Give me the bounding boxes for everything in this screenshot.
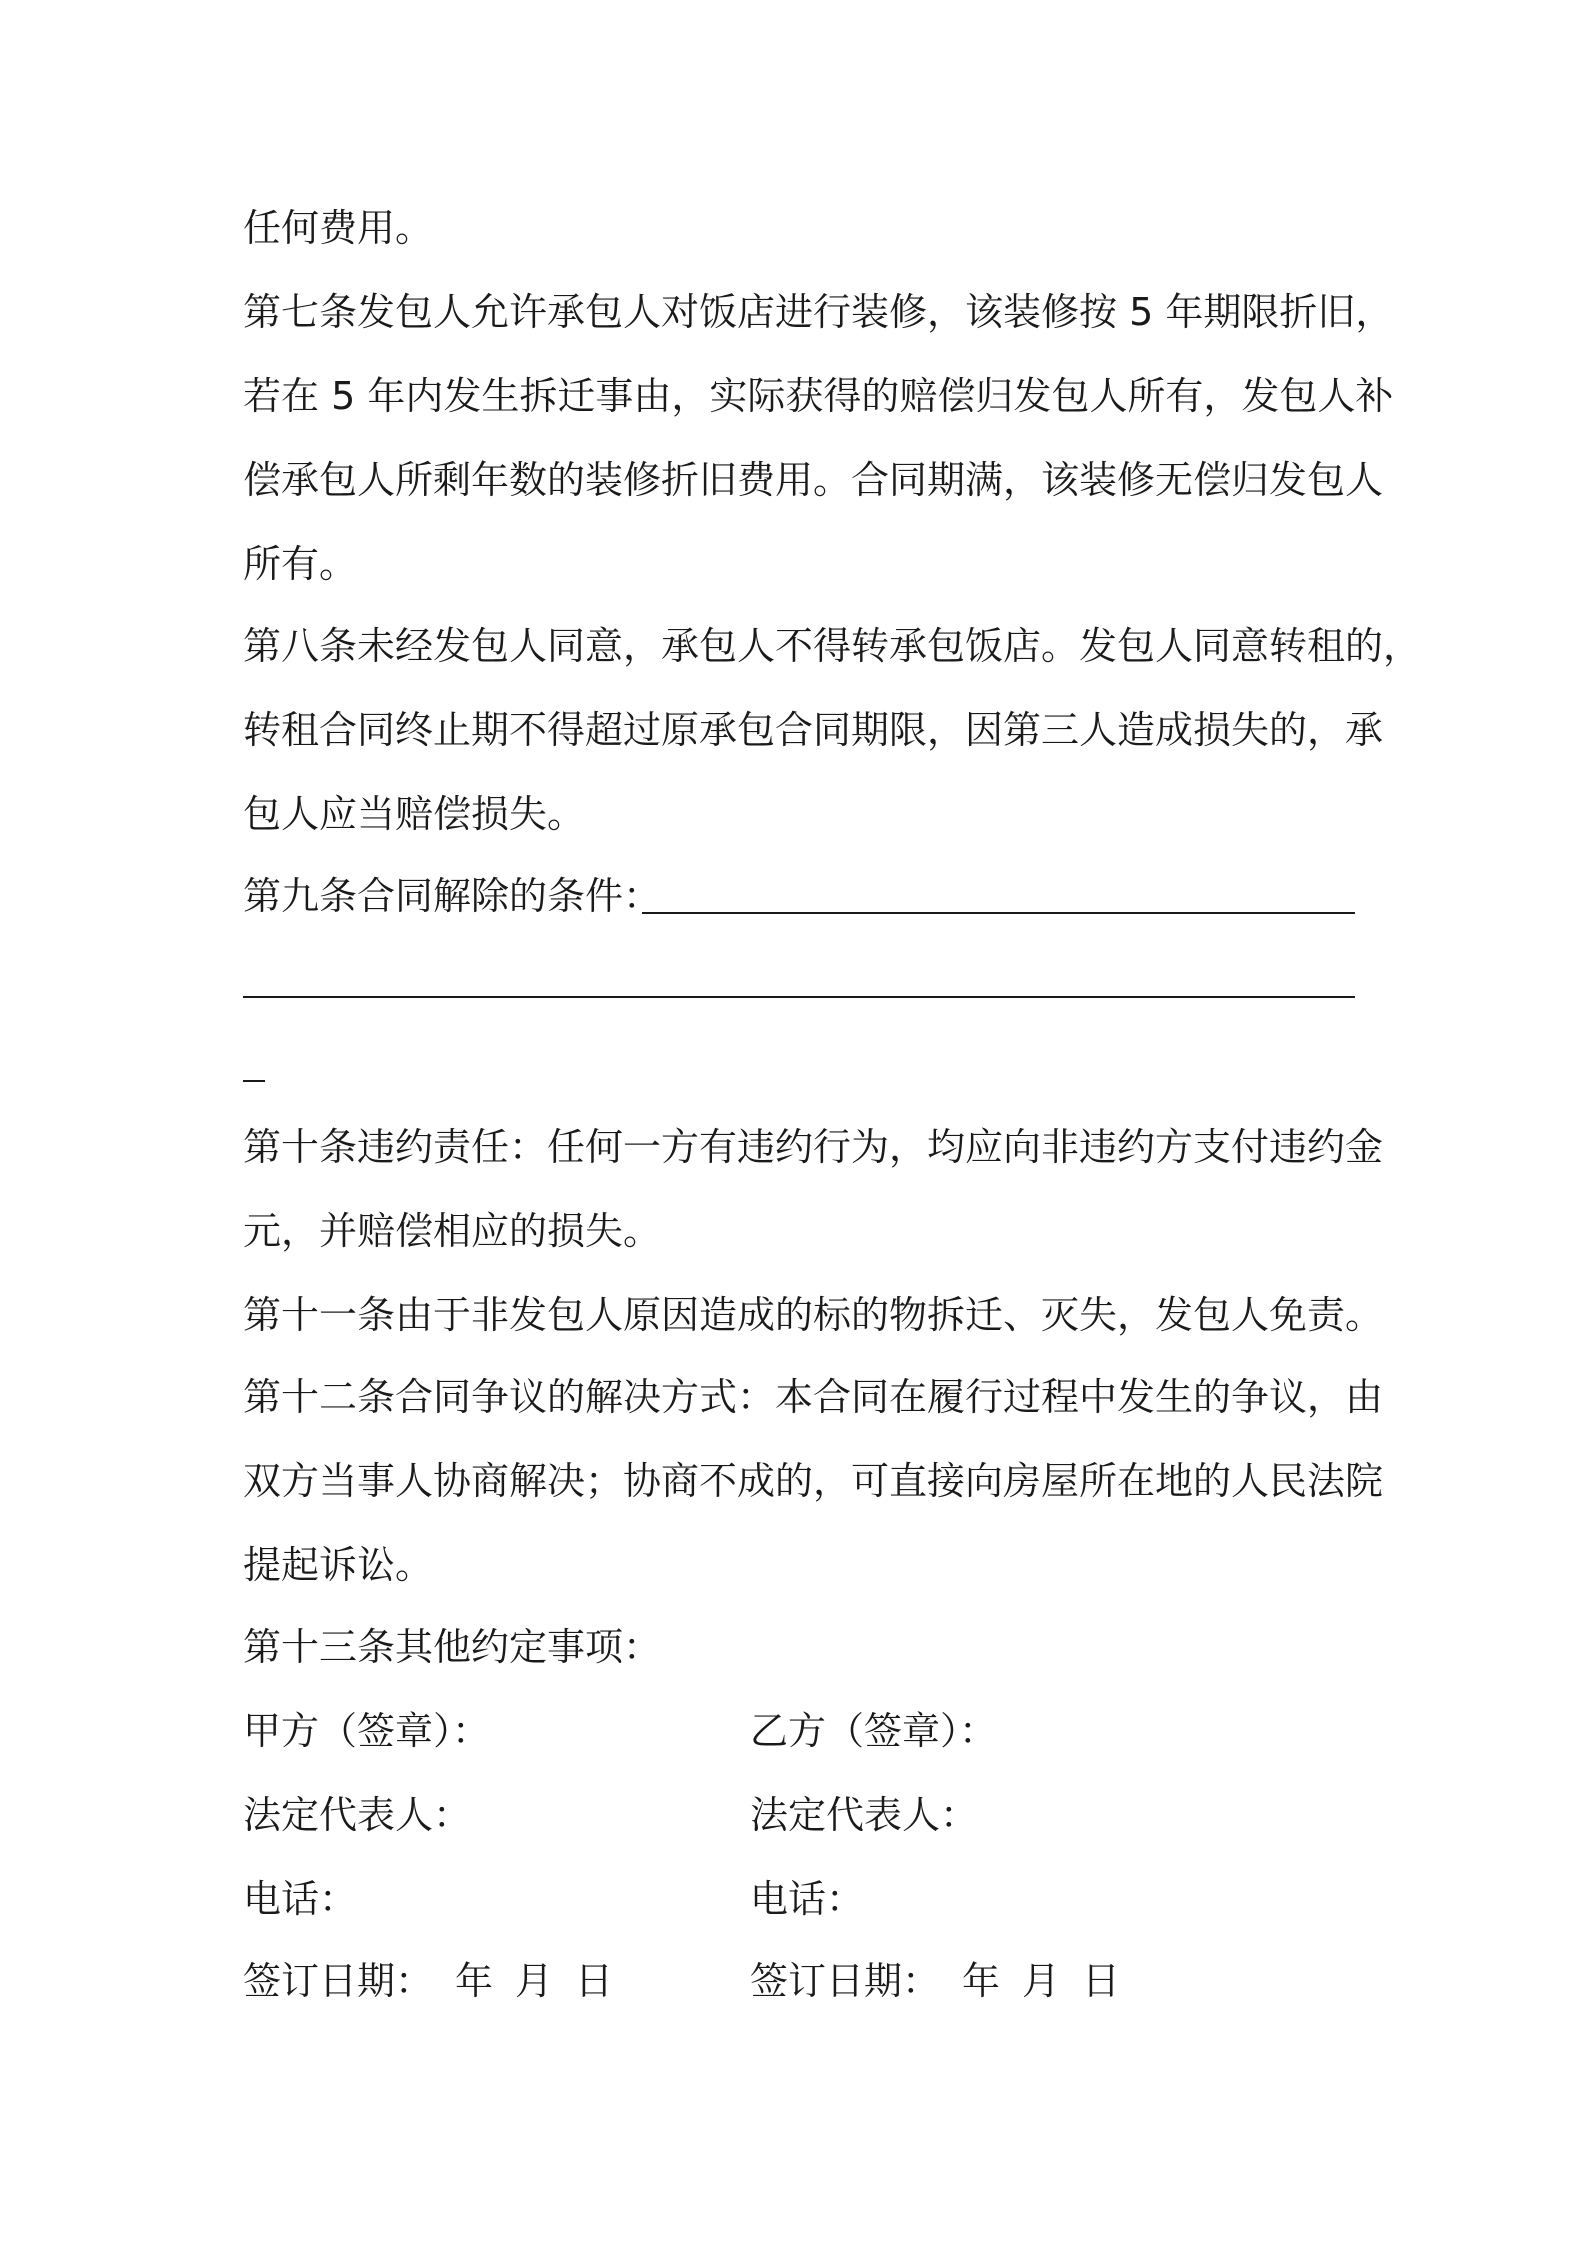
text-line: 第十三条其他约定事项： [243,1625,662,1669]
text-line: 提起诉讼。 [243,1543,434,1587]
text-line: 第八条未经发包人同意，承包人不得转承包饭店。发包人同意转租的， [243,624,1422,668]
year-label: 年 [962,1959,1001,2003]
text-line: 转租合同终止期不得超过原承包合同期限，因第三人造成损失的，承 [243,708,1384,752]
blank-fill-line [243,1080,265,1082]
party-b-seal-label: 乙方（签章）： [750,1709,998,1753]
month-label: 月 [1022,1959,1061,2003]
date-label: 签订日期： [750,1959,941,2003]
blank-fill-line [642,912,1355,914]
party-b-phone-label: 电话： [750,1877,865,1921]
party-b-rep-label: 法定代表人： [750,1793,979,1837]
date-label: 签订日期： [243,1959,434,2003]
day-label: 日 [575,1959,614,2003]
text-line: 所有。 [243,542,358,586]
text-line: 双方当事人协商解决；协商不成的，可直接向房屋所在地的人民法院 [243,1459,1384,1503]
text-line: 第七条发包人允许承包人对饭店进行装修，该装修按 5 年期限折旧， [243,290,1394,334]
text-line: 任何费用。 [243,206,434,250]
party-a-date [243,1956,613,2006]
month-label: 月 [515,1959,554,2003]
party-a-seal-label: 甲方（签章）： [243,1709,491,1753]
day-label: 日 [1082,1959,1121,2003]
party-b-date [750,1956,1120,2006]
article-9-label: 第九条合同解除的条件： [243,874,662,918]
text-line: 偿承包人所剩年数的装修折旧费用。合同期满，该装修无偿归发包人 [243,458,1384,502]
text-line: 第十二条合同争议的解决方式：本合同在履行过程中发生的争议，由 [243,1375,1384,1419]
blank-fill-line [243,996,1355,998]
text-line: 元，并赔偿相应的损失。 [243,1209,662,1253]
text-line: 若在 5 年内发生拆迁事由，实际获得的赔偿归发包人所有，发包人补 [243,374,1394,418]
text-line: 包人应当赔偿损失。 [243,792,586,836]
year-label: 年 [455,1959,494,2003]
text-line: 第十一条由于非发包人原因造成的标的物拆迁、灭失，发包人免责。 [243,1293,1384,1337]
party-a-phone-label: 电话： [243,1877,358,1921]
text-line: 第十条违约责任：任何一方有违约行为，均应向非违约方支付违约金 [243,1125,1384,1169]
party-a-rep-label: 法定代表人： [243,1793,472,1837]
